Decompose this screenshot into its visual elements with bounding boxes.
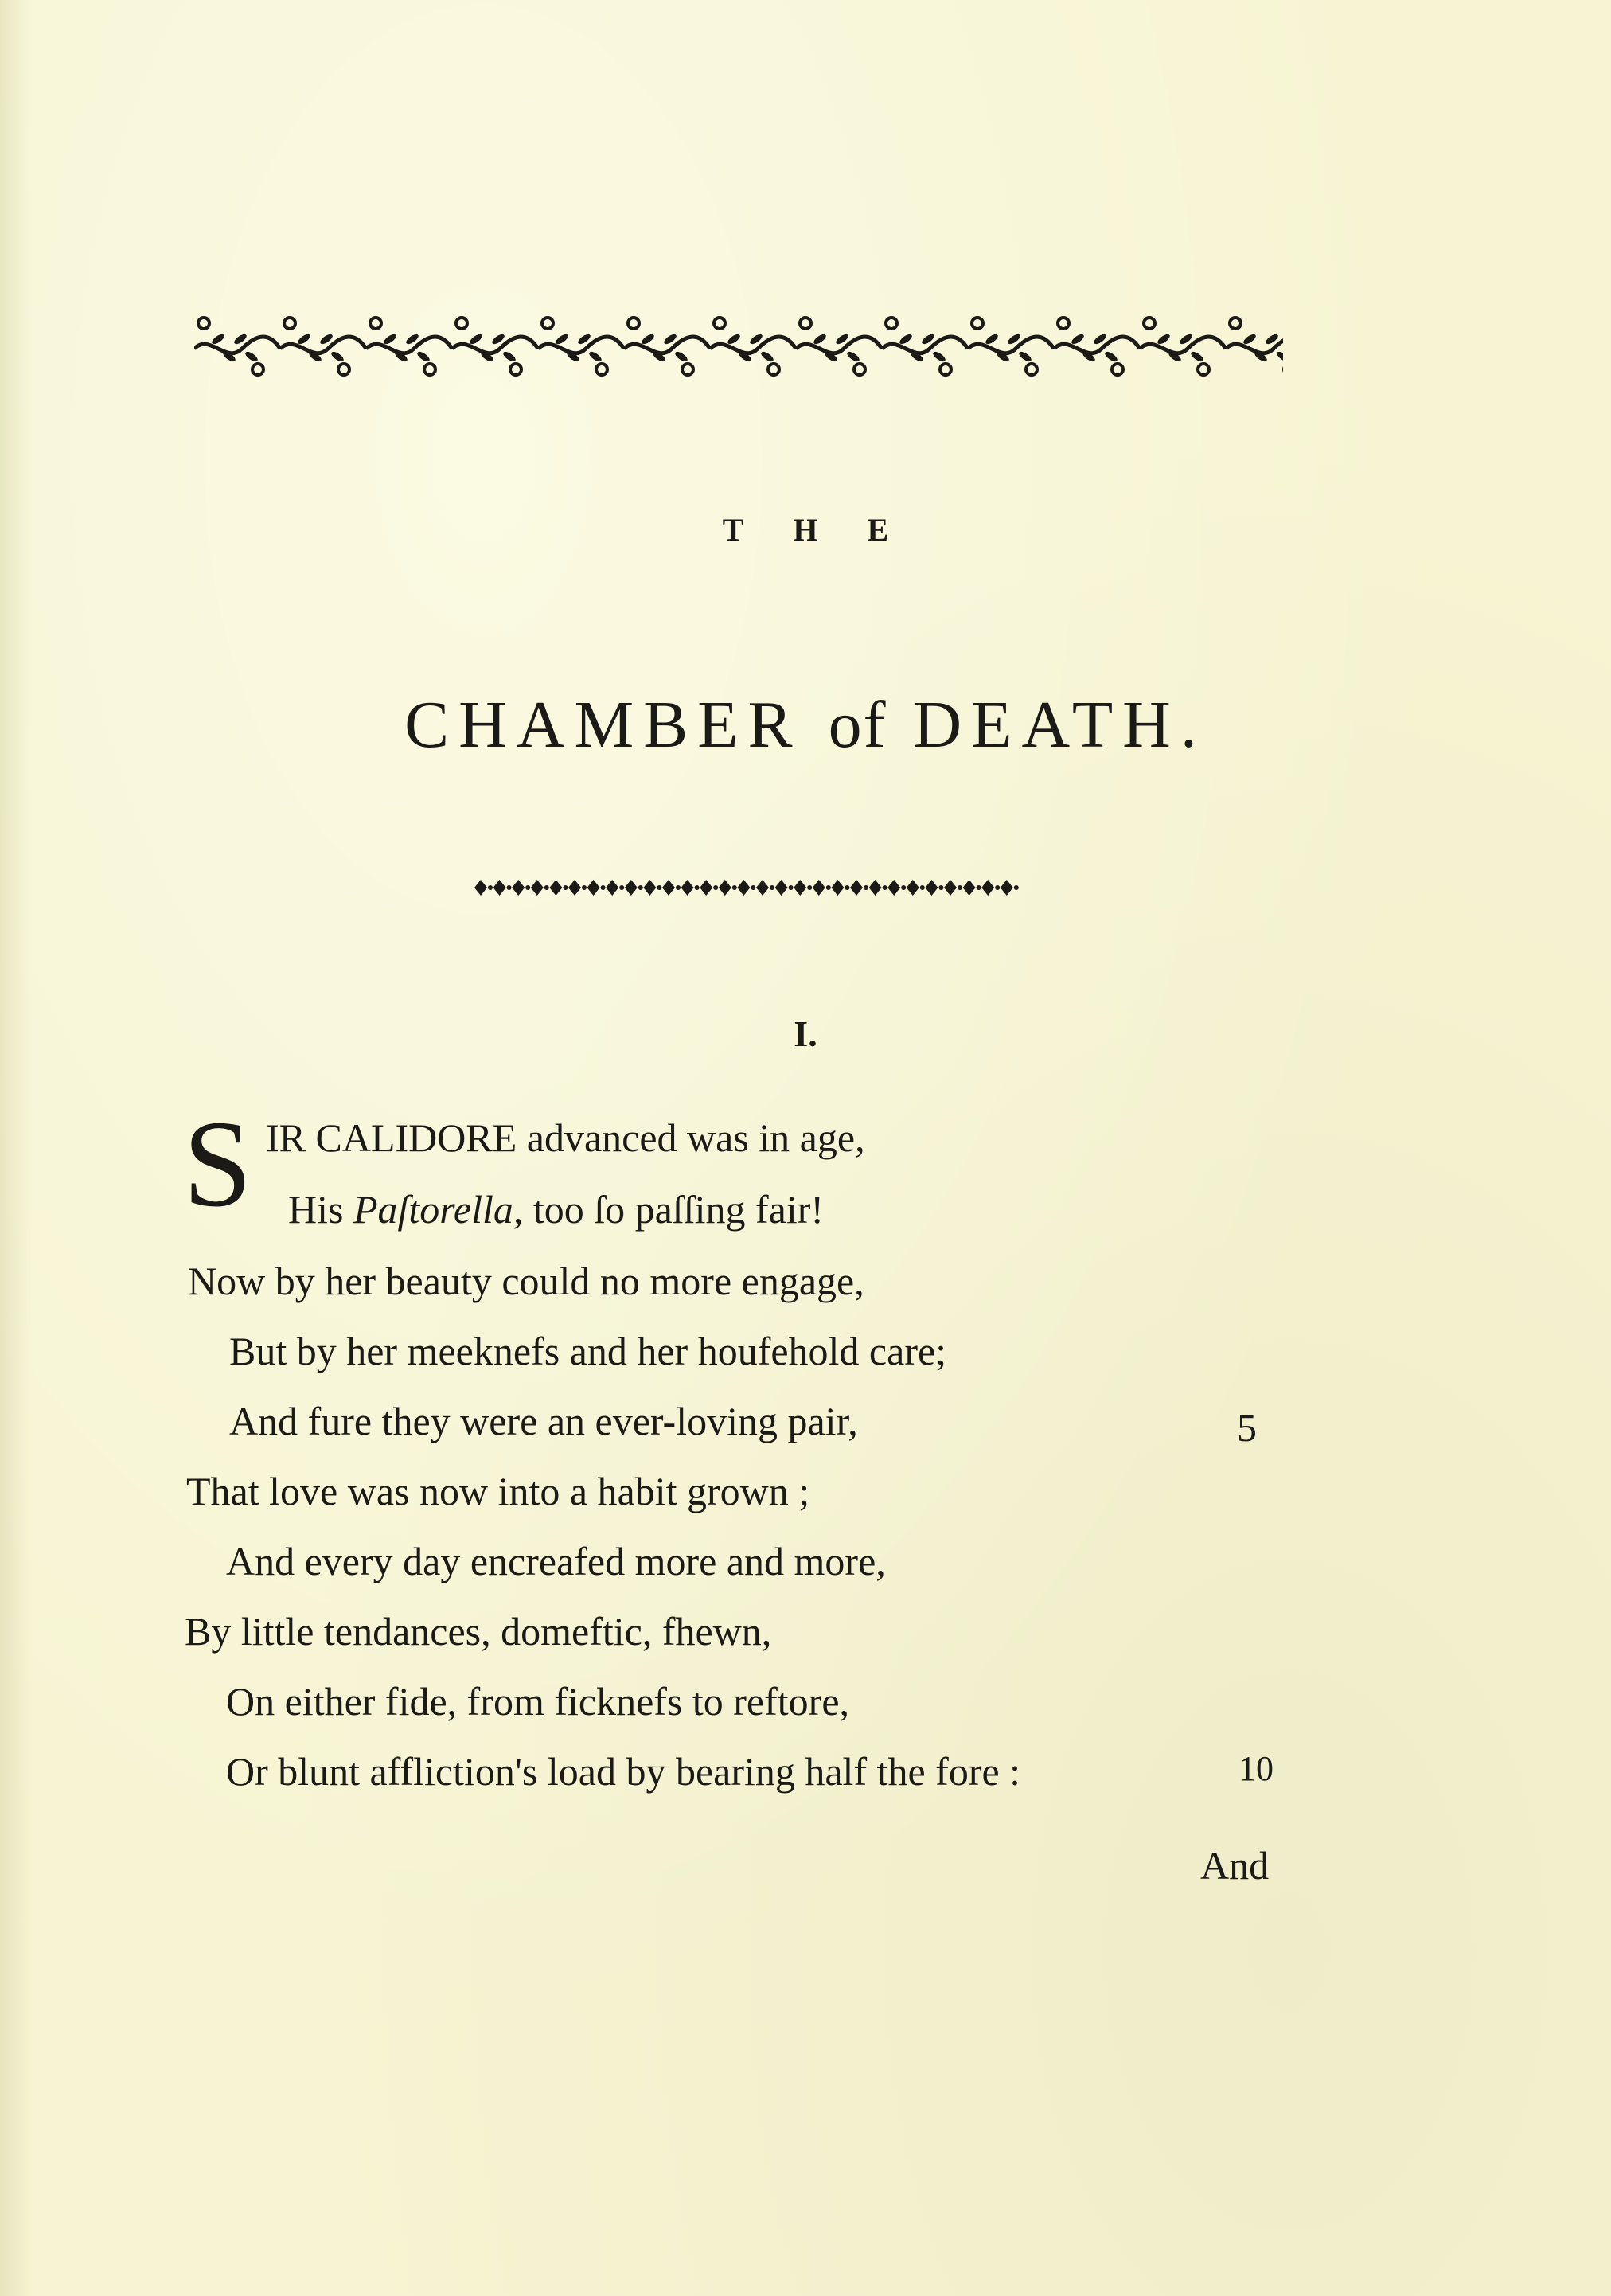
line-number-5: 5 — [1237, 1405, 1257, 1450]
rule-motif — [587, 880, 606, 896]
rule-motif — [493, 880, 512, 896]
rule-motif — [756, 880, 774, 896]
rule-motif — [474, 880, 493, 896]
rule-motif — [643, 880, 661, 896]
vine-motif — [1226, 318, 1283, 375]
poem-line-9: On either fide, from ficknefs to reftore, — [226, 1679, 850, 1724]
rule-motif — [813, 880, 831, 896]
poem-line-2-prefix: His — [288, 1187, 353, 1232]
rule-motif — [549, 880, 568, 896]
rule-motif — [512, 880, 530, 896]
poem-line-7: And every day encreafed more and more, — [226, 1539, 886, 1583]
rule-motif — [925, 880, 943, 896]
vine-motif — [968, 318, 1054, 375]
title-part-death: DEATH. — [913, 688, 1207, 762]
rule-motif — [719, 880, 737, 896]
vine-motif — [882, 318, 968, 375]
poem-line-2-italic: Paſtorella, — [353, 1187, 524, 1232]
rule-motif — [963, 880, 981, 896]
page-edge-shading — [0, 0, 32, 2296]
vine-motif — [366, 318, 452, 375]
rule-motif — [794, 880, 812, 896]
poem-line-3: Now by her beauty could no more engage, — [188, 1259, 864, 1303]
title-part-of: of — [828, 688, 887, 762]
vine-motif — [280, 318, 366, 375]
rule-motif — [662, 880, 681, 896]
rule-motif — [681, 880, 700, 896]
poem-line-5: And fure they were an ever-loving pair, — [229, 1399, 858, 1443]
rule-motif — [1001, 880, 1019, 896]
rule-motif — [568, 880, 587, 896]
rule-motif — [887, 880, 906, 896]
vine-motif — [194, 318, 280, 375]
vine-motif — [538, 318, 624, 375]
rule-motif — [625, 880, 643, 896]
vine-motif — [624, 318, 710, 375]
vine-motif — [452, 318, 538, 375]
rule-motif — [907, 880, 925, 896]
rule-motif — [531, 880, 549, 896]
rule-motif — [944, 880, 962, 896]
title-part-chamber: CHAMBER — [404, 688, 802, 762]
vine-motif — [710, 318, 796, 375]
rule-motif — [606, 880, 624, 896]
line-number-10: 10 — [1238, 1749, 1274, 1788]
poem-line-6: That love was now into a habit grown ; — [186, 1469, 810, 1513]
drop-cap: S — [183, 1095, 252, 1232]
poem-line-2 — [288, 1187, 825, 1232]
mid-decorative-rule — [466, 874, 1020, 901]
rule-motif — [831, 880, 849, 896]
rule-motif — [737, 880, 755, 896]
rule-motif — [850, 880, 868, 896]
poem-line-10: Or blunt affliction's load by bearing half the fore : — [226, 1749, 1021, 1794]
rule-motif — [700, 880, 718, 896]
poem-line-8: By little tendances, domeftic, fhewn, — [185, 1609, 772, 1654]
poem-line-1: IR CALIDORE advanced was in age, — [266, 1115, 865, 1160]
vine-motif — [1054, 318, 1140, 375]
poem-line-4: But by her meeknefs and her houfehold care; — [229, 1329, 947, 1373]
the-heading: THE — [722, 512, 938, 548]
rule-motif — [869, 880, 887, 896]
vine-motif — [1140, 318, 1226, 375]
rule-motif — [775, 880, 794, 896]
vine-motif — [796, 318, 882, 375]
stanza-number: I. — [794, 1013, 817, 1054]
rule-motif — [981, 880, 1000, 896]
catchword: And — [1200, 1843, 1270, 1888]
page-title — [0, 686, 1611, 763]
top-vine-ornament — [194, 309, 1283, 382]
poem-line-2-suffix: too ſo paſſing fair! — [523, 1187, 825, 1232]
